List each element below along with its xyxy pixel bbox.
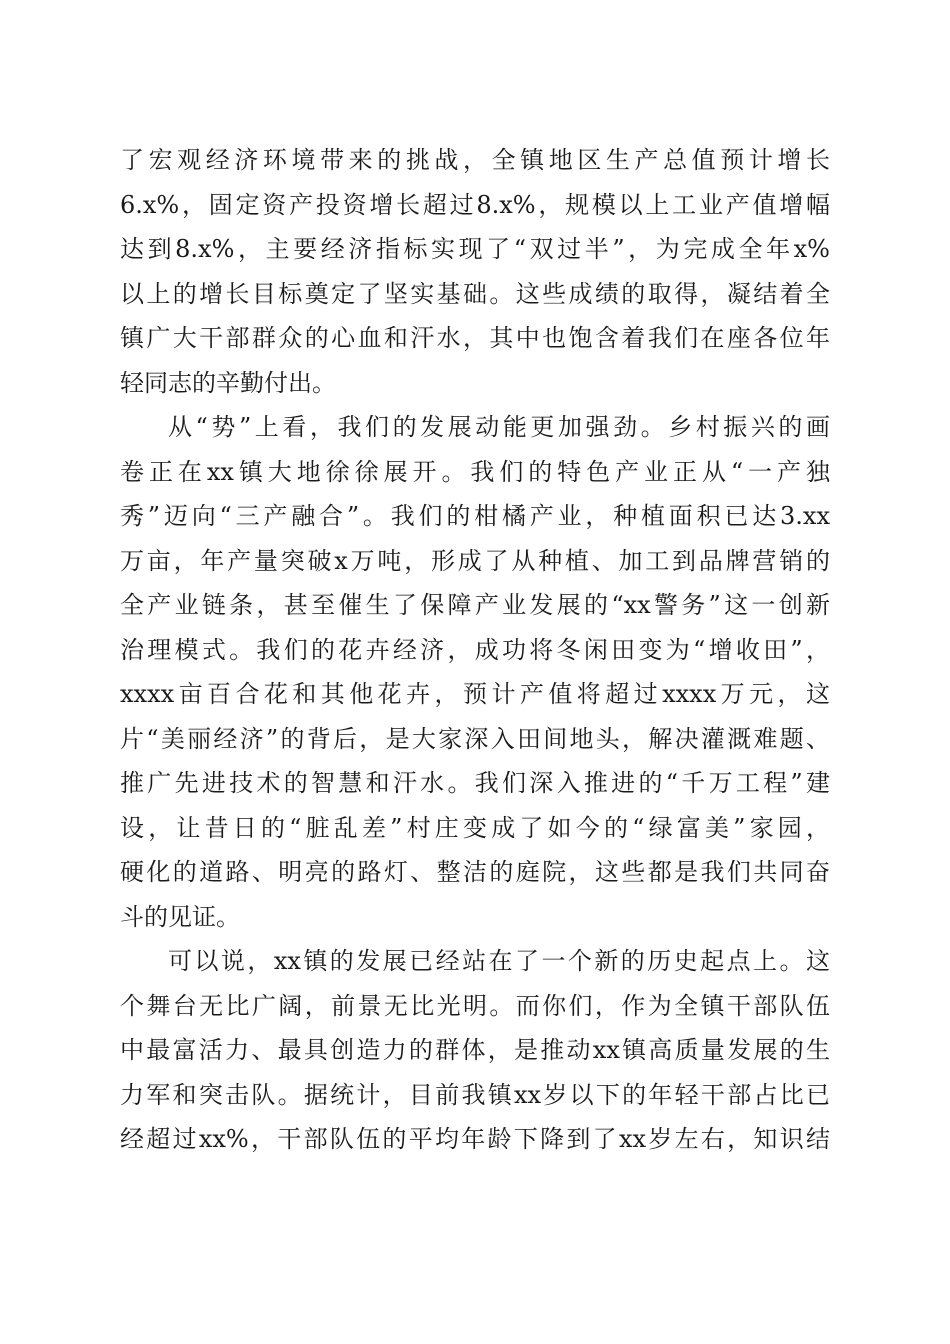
- paragraph-1-line-2: 6.x%，固定资产投资增长超过8.x%，规模以上工业产值增幅: [120, 190, 830, 219]
- paragraph-1-line-4: 以上的增长目标奠定了坚实基础。这些成绩的取得，凝结着全: [120, 279, 830, 308]
- paragraph-1-line-3: 达到8.x%，主要经济指标实现了“双过半”，为完成全年x%: [120, 235, 830, 263]
- paragraph-3-line-2: 个舞台无比广阔，前景无比光明。而你们，作为全镇干部队伍: [120, 991, 830, 1020]
- paragraph-2-line-3: 秀”迈向“三产融合”。我们的柑橘产业，种植面积已达3.xx: [120, 502, 830, 530]
- paragraph-2-line-7: xxxx亩百合花和其他花卉，预计产值将超过xxxx万元，这: [120, 680, 830, 708]
- document-body: [120, 138, 830, 1162]
- paragraph-2-line-11: 硬化的道路、明亮的路灯、整洁的庭院，这些都是我们共同奋: [120, 858, 830, 886]
- paragraph-3-line-5: 经超过xx%，干部队伍的平均年龄下降到了xx岁左右，知识结: [120, 1125, 830, 1153]
- paragraph-2-line-2: 卷正在xx镇大地徐徐展开。我们的特色产业正从“一产独: [120, 457, 830, 486]
- paragraph-3-line-3: 中最富活力、最具创造力的群体，是推动xx镇高质量发展的生: [120, 1036, 830, 1064]
- paragraph-2-line-10: 设，让昔日的“脏乱差”村庄变成了如今的“绿富美”家园，: [120, 813, 830, 842]
- paragraph-2-line-8: 片“美丽经济”的背后，是大家深入田间地头，解决灌溉难题、: [120, 724, 830, 753]
- paragraph-1-line-1: 了宏观经济环境带来的挑战，全镇地区生产总值预计增长: [120, 146, 830, 174]
- paragraph-2-line-4: 万亩，年产量突破x万吨，形成了从种植、加工到品牌营销的: [120, 546, 830, 575]
- paragraph-2-line-5: 全产业链条，甚至催生了保障产业发展的“xx警务”这一创新: [120, 591, 830, 619]
- paragraph-2-line-12: 斗的见证。: [120, 902, 240, 931]
- paragraph-1-line-5: 镇广大干部群众的心血和汗水，其中也饱含着我们在座各位年: [120, 324, 830, 352]
- paragraph-3-line-1: 可以说，xx镇的发展已经站在了一个新的历史起点上。这: [168, 947, 830, 975]
- paragraph-2-line-9: 推广先进技术的智慧和汗水。我们深入推进的“千万工程”建: [120, 769, 830, 797]
- paragraph-2-line-1: 从“势”上看，我们的发展动能更加强劲。乡村振兴的画: [168, 413, 830, 441]
- paragraph-1-line-6: 轻同志的辛勤付出。: [120, 368, 336, 397]
- paragraph-3-line-4: 力军和突击队。据统计，目前我镇xx岁以下的年轻干部占比已: [120, 1080, 830, 1109]
- paragraph-2-line-6: 治理模式。我们的花卉经济，成功将冬闲田变为“增收田”，: [120, 635, 830, 664]
